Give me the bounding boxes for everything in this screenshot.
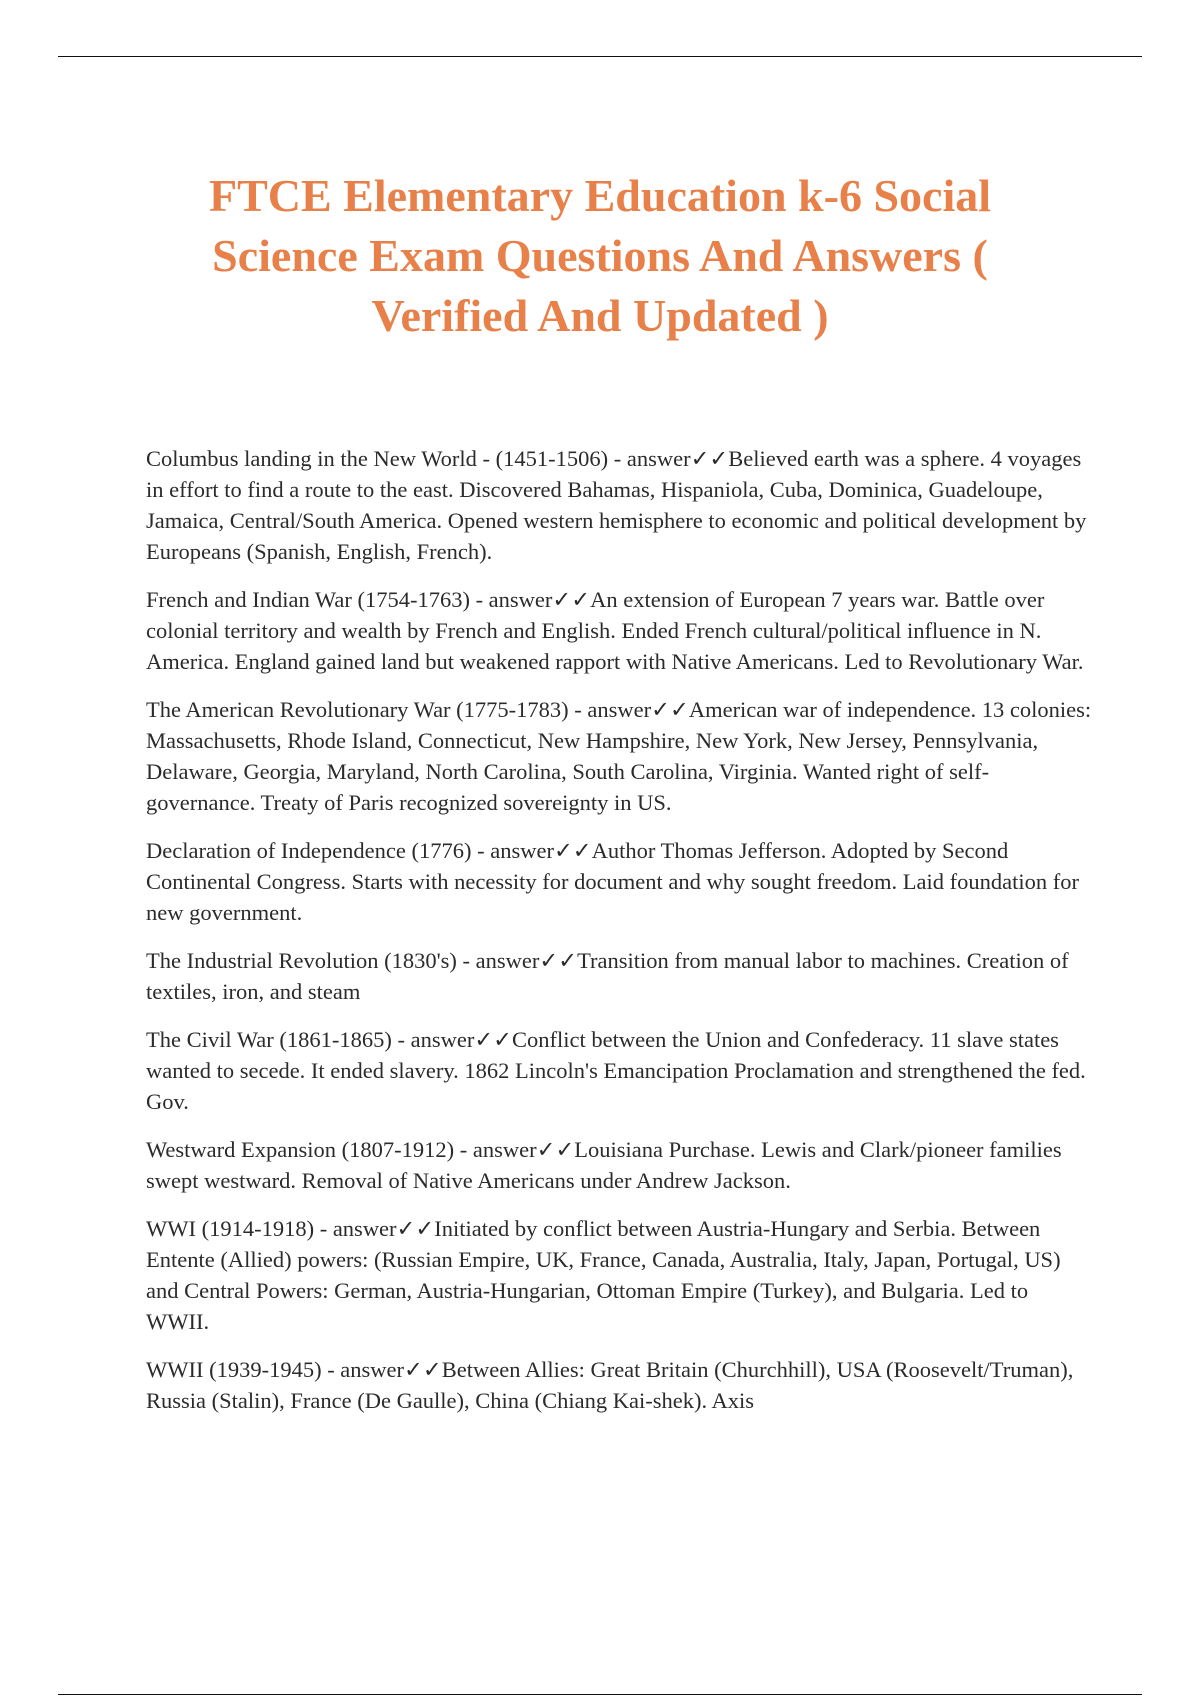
entry-answer: Between Allies: Great Britain (Churchhill), USA (Roosevelt/Truman), Russia (Stalin), France (De Gaulle), China (Chiang Kai-shek). Axis	[146, 1357, 1074, 1413]
answer-marker: - answer✓✓	[321, 1357, 442, 1382]
entry-term: The Civil War (1861-1865)	[146, 1027, 392, 1052]
qa-entry	[146, 1024, 1092, 1117]
entry-term: Declaration of Independence (1776)	[146, 838, 472, 863]
top-rule	[58, 56, 1142, 57]
entry-answer: Author Thomas Jefferson. Adopted by Second Continental Congress. Starts with necessity for document and why sought freedom. Laid foundation for new government.	[146, 838, 1079, 925]
answer-marker: - answer✓✓	[391, 1027, 513, 1052]
entry-term: WWII (1939-1945)	[146, 1357, 322, 1382]
entry-term: French and Indian War (1754-1763)	[146, 587, 470, 612]
qa-entry	[146, 835, 1092, 928]
bottom-rule	[58, 1694, 1142, 1695]
qa-entry	[146, 945, 1092, 1007]
entry-answer: American war of independence. 13 colonies: Massachusetts, Rhode Island, Connecticut, New Hampshire, New York, New Jersey, Pennsylvania, Delaware, Georgia, Maryland, North Carolina, South Carolina, Virginia. Wanted right of self-governance. Treaty of Paris recognized sovereignty in US.	[146, 697, 1092, 815]
answer-marker: - answer✓✓	[608, 446, 729, 471]
qa-entry	[146, 1354, 1092, 1416]
qa-entry	[146, 1213, 1092, 1337]
answer-marker: - answer✓✓	[469, 587, 591, 612]
qa-entry	[146, 1134, 1092, 1196]
entry-answer: An extension of European 7 years war. Battle over colonial territory and wealth by French and English. Ended French cultural/political influence in N. America. England gained land but weakened rapport with Native Americans. Led to Revolutionary War.	[146, 587, 1084, 674]
entry-answer: Conflict between the Union and Confederacy. 11 slave states wanted to secede. It ended slavery. 1862 Lincoln's Emancipation Proclamation and strengthened the fed. Gov.	[146, 1027, 1086, 1114]
answer-marker: - answer✓✓	[471, 838, 592, 863]
qa-list	[146, 443, 1092, 1433]
entry-term: WWI (1914-1918)	[146, 1216, 315, 1241]
entry-answer: Believed earth was a sphere. 4 voyages in effort to find a route to the east. Discovered Bahamas, Hispaniola, Cuba, Dominica, Guadeloupe, Jamaica, Central/South America. Opened western hemisphere to economic and political development by Europeans (Spanish, English, French).	[146, 446, 1087, 564]
entry-term: Columbus landing in the New World - (1451-1506)	[146, 446, 609, 471]
entry-answer: Initiated by conflict between Austria-Hungary and Serbia. Between Entente (Allied) powers: (Russian Empire, UK, France, Canada, Australia, Italy, Japan, Portugal, US) and Central Powers: German, Austria-Hungarian, Ottoman Empire (Turkey), and Bulgaria. Led to WWII.	[146, 1216, 1061, 1334]
entry-answer: Louisiana Purchase. Lewis and Clark/pioneer families swept westward. Removal of Native Americans under Andrew Jackson.	[146, 1137, 1062, 1193]
answer-marker: - answer✓✓	[314, 1216, 435, 1241]
qa-entry	[146, 694, 1092, 818]
answer-marker: - answer✓✓	[568, 697, 689, 722]
document-title: FTCE Elementary Education k-6 Social Science Exam Questions And Answers ( Verified And Updated )	[208, 170, 992, 341]
entry-answer: Transition from manual labor to machines. Creation of textiles, iron, and steam	[146, 948, 1069, 1004]
entry-term: The American Revolutionary War (1775-1783)	[146, 697, 569, 722]
answer-marker: - answer✓✓	[454, 1137, 575, 1162]
qa-entry	[146, 443, 1092, 567]
qa-entry	[146, 584, 1092, 677]
entry-term: The Industrial Revolution (1830's)	[146, 948, 457, 973]
answer-marker: - answer✓✓	[456, 948, 578, 973]
entry-term: Westward Expansion (1807-1912)	[146, 1137, 455, 1162]
